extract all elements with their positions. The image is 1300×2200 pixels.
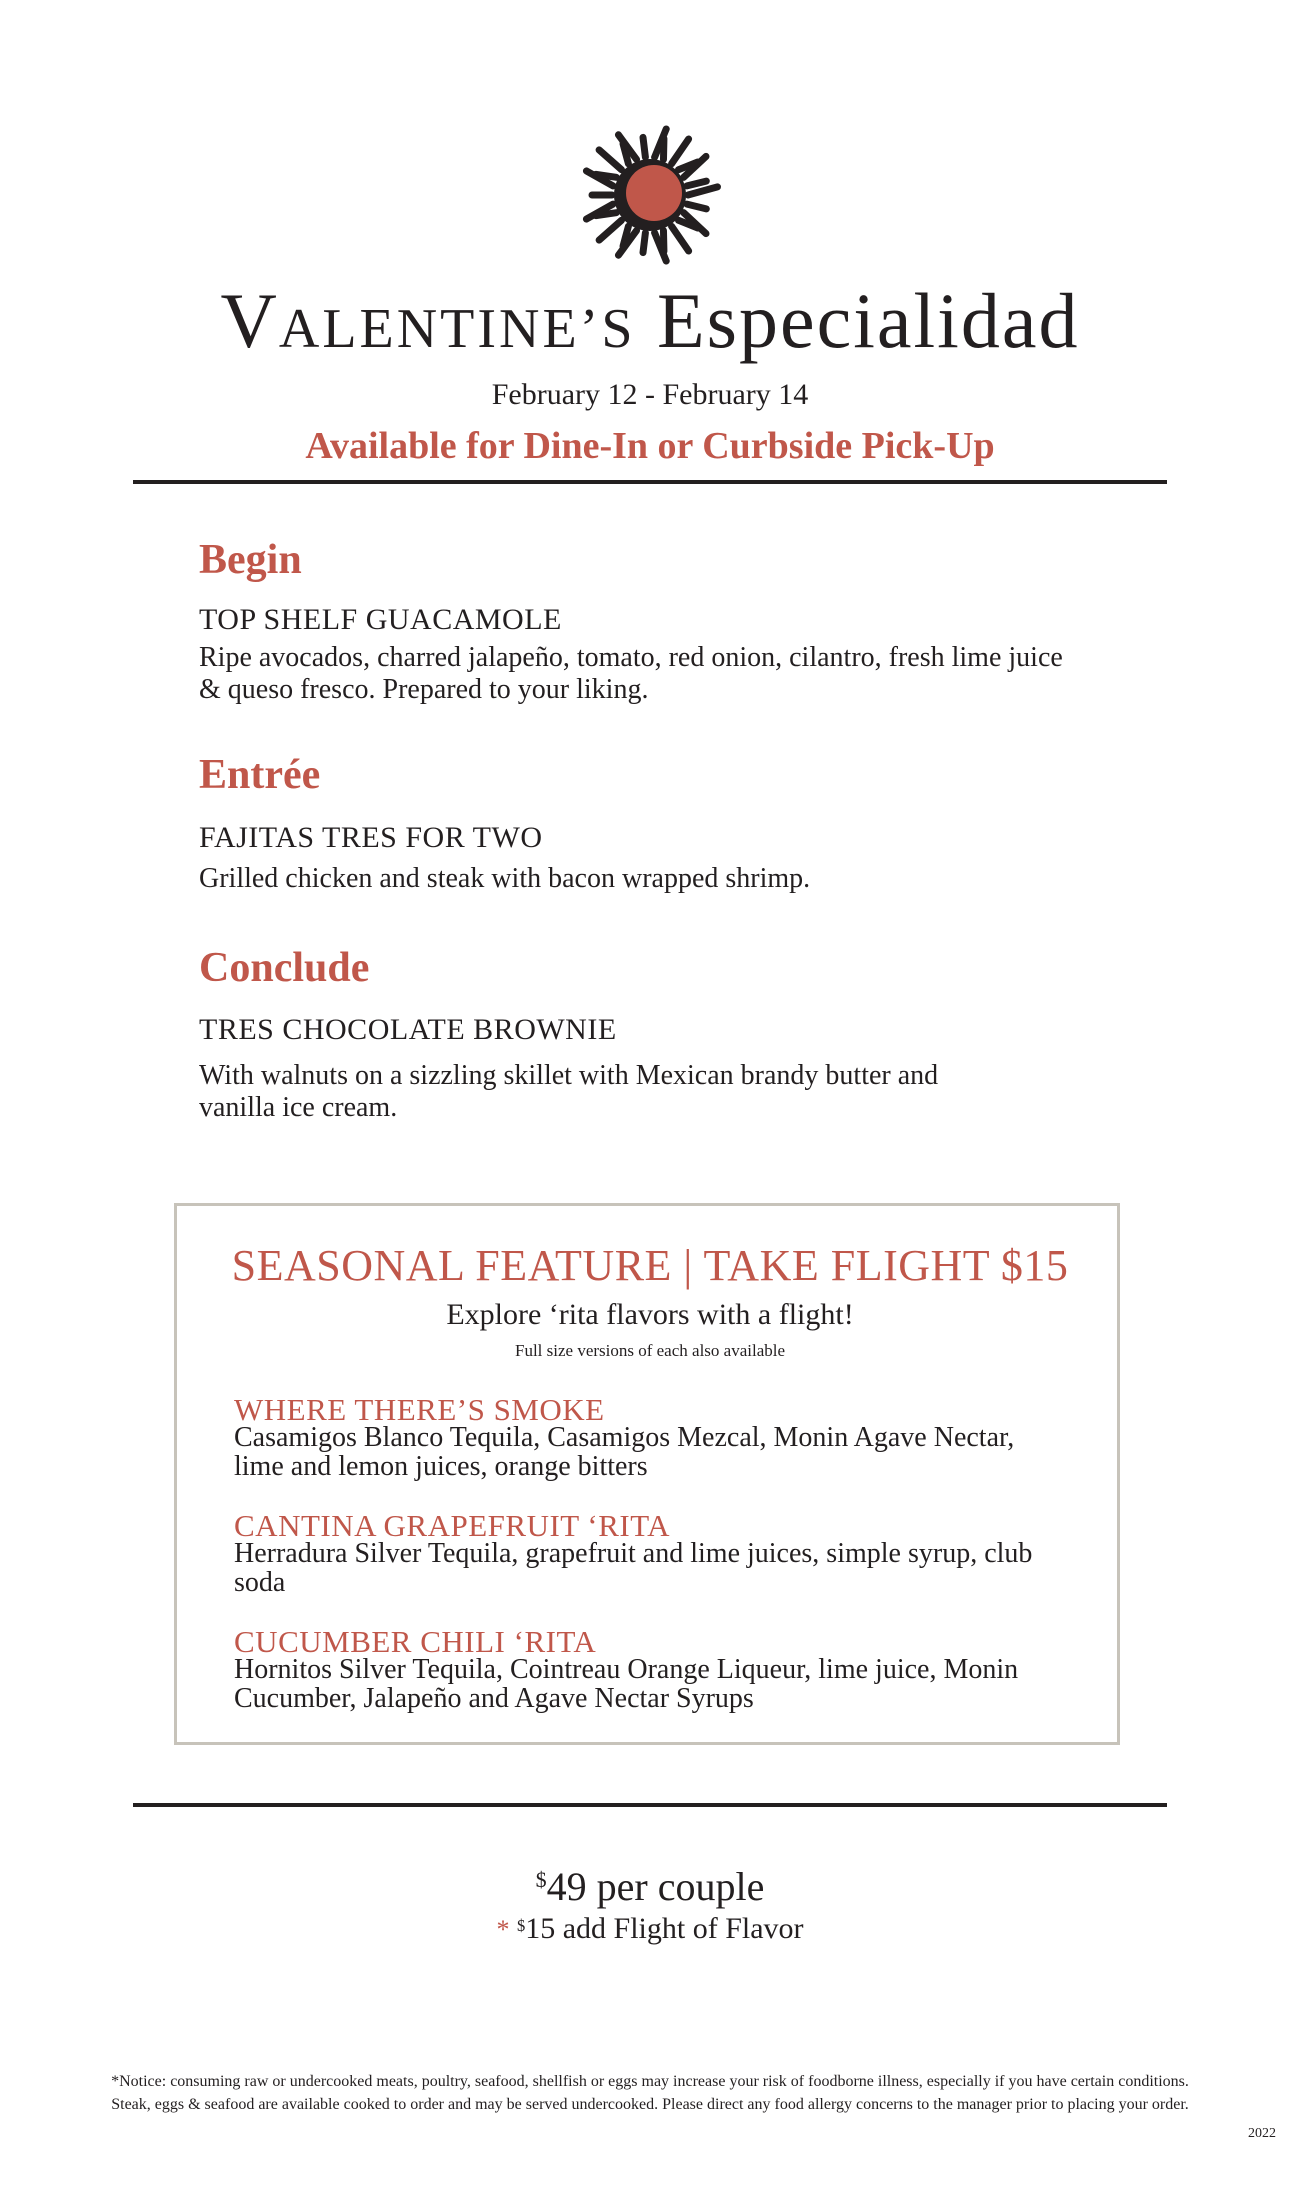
- sun-ray: [672, 226, 689, 251]
- desc-line: Hornitos Silver Tequila, Cointreau Orange Liqueur, lime juice, Monin: [234, 1654, 1019, 1685]
- price-per-couple: [0, 1863, 1300, 1910]
- drink-desc-cucumber: [234, 1655, 1084, 1713]
- desc-line: Herradura Silver Tequila, grapefruit and lime juices, simple syrup, club: [234, 1538, 1033, 1569]
- title-initial: V: [220, 277, 279, 364]
- sun-ray: [599, 220, 621, 240]
- feature-subtitle: Explore ‘rita flavors with a flight!: [446, 1298, 854, 1331]
- desc-line: Casamigos Blanco Tequila, Casamigos Mezcal, Monin Agave Nectar,: [234, 1422, 1015, 1453]
- drink-name-smoke: WHERE THERE’S SMOKE: [234, 1392, 605, 1427]
- desc-line: Cucumber, Jalapeño and Agave Nectar Syrups: [234, 1683, 754, 1714]
- sun-ray: [596, 174, 617, 177]
- sun-ray: [643, 233, 645, 253]
- drink-desc-smoke: [234, 1423, 1084, 1481]
- top-divider: [133, 480, 1167, 484]
- price-amount: 49 per couple: [546, 1864, 765, 1909]
- item-name-brownie: TRES CHOCOLATE BROWNIE: [199, 1013, 617, 1046]
- sun-ray: [643, 137, 645, 157]
- date-range: February 12 - February 14: [491, 378, 809, 411]
- title-especialidad: Especialidad: [656, 277, 1080, 364]
- notice-line: *Notice: consuming raw or undercooked meats, poultry, seafood, shellfish or eggs may increase your risk of foodborne illness, especially if you have certain conditions.: [111, 2073, 1189, 2090]
- item-desc-fajitas: [199, 863, 1099, 895]
- item-name-guacamole: TOP SHELF GUACAMOLE: [199, 603, 562, 636]
- dollar-sign: $: [535, 1867, 547, 1892]
- year-label: 2022: [1248, 2126, 1276, 2141]
- availability-note: Available for Dine-In or Curbside Pick-Up: [305, 425, 995, 467]
- star-icon: *: [496, 1915, 510, 1944]
- desc-line: Ripe avocados, charred jalapeño, tomato, red onion, cilantro, fresh lime juice: [199, 642, 1063, 673]
- feature-title: SEASONAL FEATURE | TAKE FLIGHT $15: [231, 1241, 1069, 1290]
- sun-logo-icon: [575, 120, 725, 270]
- item-desc-brownie: [199, 1060, 1099, 1124]
- sun-ray: [687, 181, 706, 186]
- item-name-fajitas: FAJITAS TRES FOR TWO: [199, 821, 543, 854]
- desc-line: & queso fresco. Prepared to your liking.: [199, 674, 649, 705]
- drink-desc-grapefruit: [234, 1539, 1084, 1597]
- notice-line: Steak, eggs & seafood are available cooked to order and may be served undercooked. Please direct any food allergy concerns to the manager prior to placing your order.: [111, 2096, 1189, 2113]
- sun-ray: [687, 204, 706, 209]
- desc-line: soda: [234, 1567, 286, 1598]
- drink-name-grapefruit: CANTINA GRAPEFRUIT ‘RITA: [234, 1508, 671, 1543]
- drink-name-cucumber: CUCUMBER CHILI ‘RITA: [234, 1624, 597, 1659]
- addon-amount: 15 add Flight of Flavor: [525, 1912, 804, 1945]
- food-safety-notice: [0, 2070, 1300, 2116]
- bottom-divider: [133, 1803, 1167, 1807]
- title-small-caps: ALENTINE’S: [278, 298, 636, 360]
- dollar-sign: $: [516, 1916, 526, 1935]
- feature-note: Full size versions of each also available: [514, 1341, 786, 1360]
- sun-ray: [672, 139, 689, 164]
- sun-ray: [599, 150, 621, 170]
- section-heading-conclude: Conclude: [199, 945, 370, 991]
- section-heading-entree: Entrée: [199, 752, 321, 798]
- section-heading-begin: Begin: [199, 537, 302, 583]
- page-title: [0, 277, 1300, 364]
- desc-line: vanilla ice cream.: [199, 1092, 398, 1123]
- desc-line: With walnuts on a sizzling skillet with Mexican brandy butter and: [199, 1060, 939, 1091]
- desc-line: lime and lemon juices, orange bitters: [234, 1451, 648, 1482]
- desc-line: Grilled chicken and steak with bacon wrapped shrimp.: [199, 863, 811, 894]
- item-desc-guacamole: [199, 642, 1099, 706]
- flight-addon: [0, 1912, 1300, 1946]
